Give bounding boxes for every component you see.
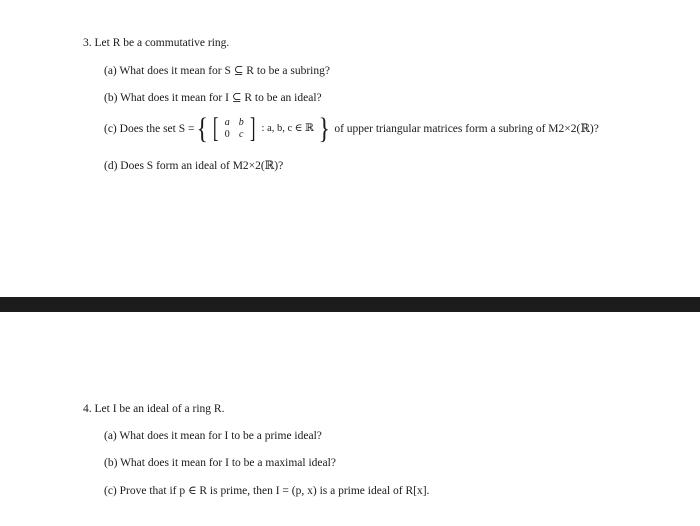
right-brace: } xyxy=(318,112,330,145)
left-bracket: [ xyxy=(212,113,219,144)
page-divider-bar xyxy=(0,297,700,312)
matrix-entry: c xyxy=(238,129,244,140)
matrix-entry: a xyxy=(224,117,230,128)
upper-triangular-matrix xyxy=(220,117,248,141)
q3-part-b: (b) What does it mean for I ⊆ R to be an ideal? xyxy=(104,92,322,104)
q3-part-a: (a) What does it mean for S ⊆ R to be a subring? xyxy=(104,65,330,77)
q4-part-a: (a) What does it mean for I to be a prime ideal? xyxy=(104,430,322,442)
q3-c-condition: : a, b, c ∈ ℝ xyxy=(261,123,314,134)
q3-heading: 3. Let R be a commutative ring. xyxy=(83,37,230,49)
q3-part-c xyxy=(104,114,599,144)
q4-part-b: (b) What does it mean for I to be a maximal ideal? xyxy=(104,457,336,469)
q3-c-prefix: (c) Does the set S = xyxy=(104,123,195,135)
left-brace: { xyxy=(196,112,209,145)
q4-heading: 4. Let I be an ideal of a ring R. xyxy=(83,403,225,415)
matrix-entry: b xyxy=(238,117,244,128)
q4-part-c: (c) Prove that if p ∈ R is prime, then I = (p, x) is a prime ideal of R[x]. xyxy=(104,485,430,497)
matrix-entry: 0 xyxy=(224,129,230,140)
set-builder xyxy=(194,114,332,144)
question-4-panel xyxy=(0,312,700,526)
right-bracket: ] xyxy=(250,113,256,144)
q3-part-d: (d) Does S form an ideal of M2×2(ℝ)? xyxy=(104,160,284,172)
q3-c-suffix: of upper triangular matrices form a subring of M2×2(ℝ)? xyxy=(334,123,599,135)
